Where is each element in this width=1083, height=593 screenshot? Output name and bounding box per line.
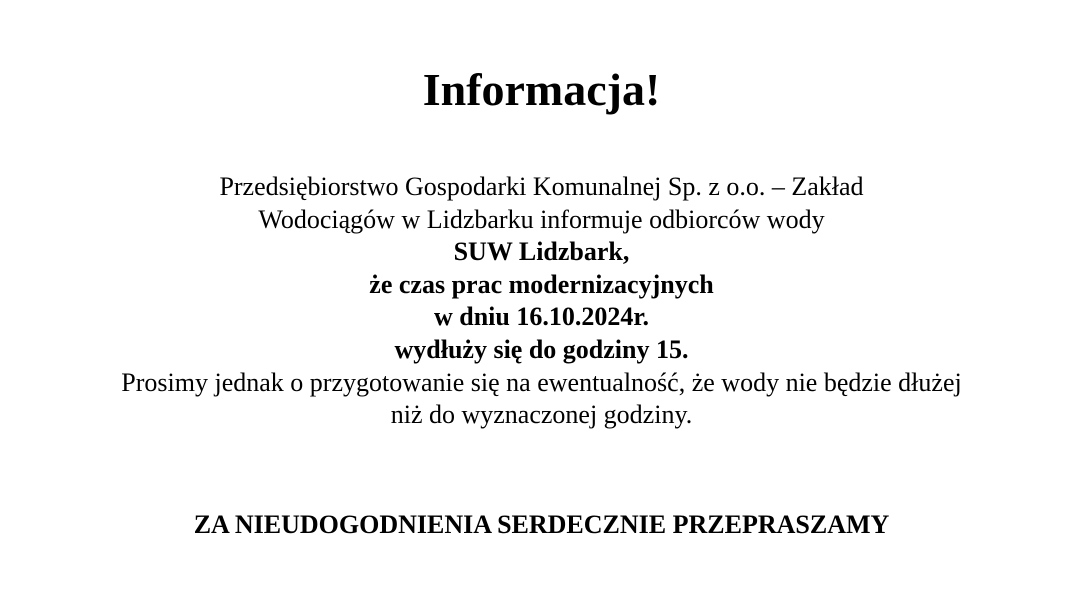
- notice-title: Informacja!: [422, 64, 661, 115]
- notice-closing-apology: ZA NIEUDOGODNIENIA SERDECZNIE PRZEPRASZAMY: [193, 510, 890, 539]
- notice-line-request: Prosimy jednak o przygotowanie się na ewentualność, że wody nie będzie dłużej: [121, 367, 962, 397]
- notice-line-extended-hour: wydłuży się do godziny 15.: [394, 334, 689, 364]
- notice-line-station: SUW Lidzbark,: [453, 237, 630, 267]
- notice-line-request-end: niż do wyznaczonej godziny.: [390, 400, 693, 430]
- notice-line-company: Przedsiębiorstwo Gospodarki Komunalnej Sp. z o.o. – Zakład: [219, 172, 864, 201]
- notice-body: [0, 171, 1083, 432]
- notice-line-informs: Wodociągów w Lidzbarku informuje odbiorców wody: [258, 204, 825, 234]
- notice-line-date: w dniu 16.10.2024r.: [433, 302, 650, 332]
- notice-line-works: że czas prac modernizacyjnych: [369, 269, 714, 299]
